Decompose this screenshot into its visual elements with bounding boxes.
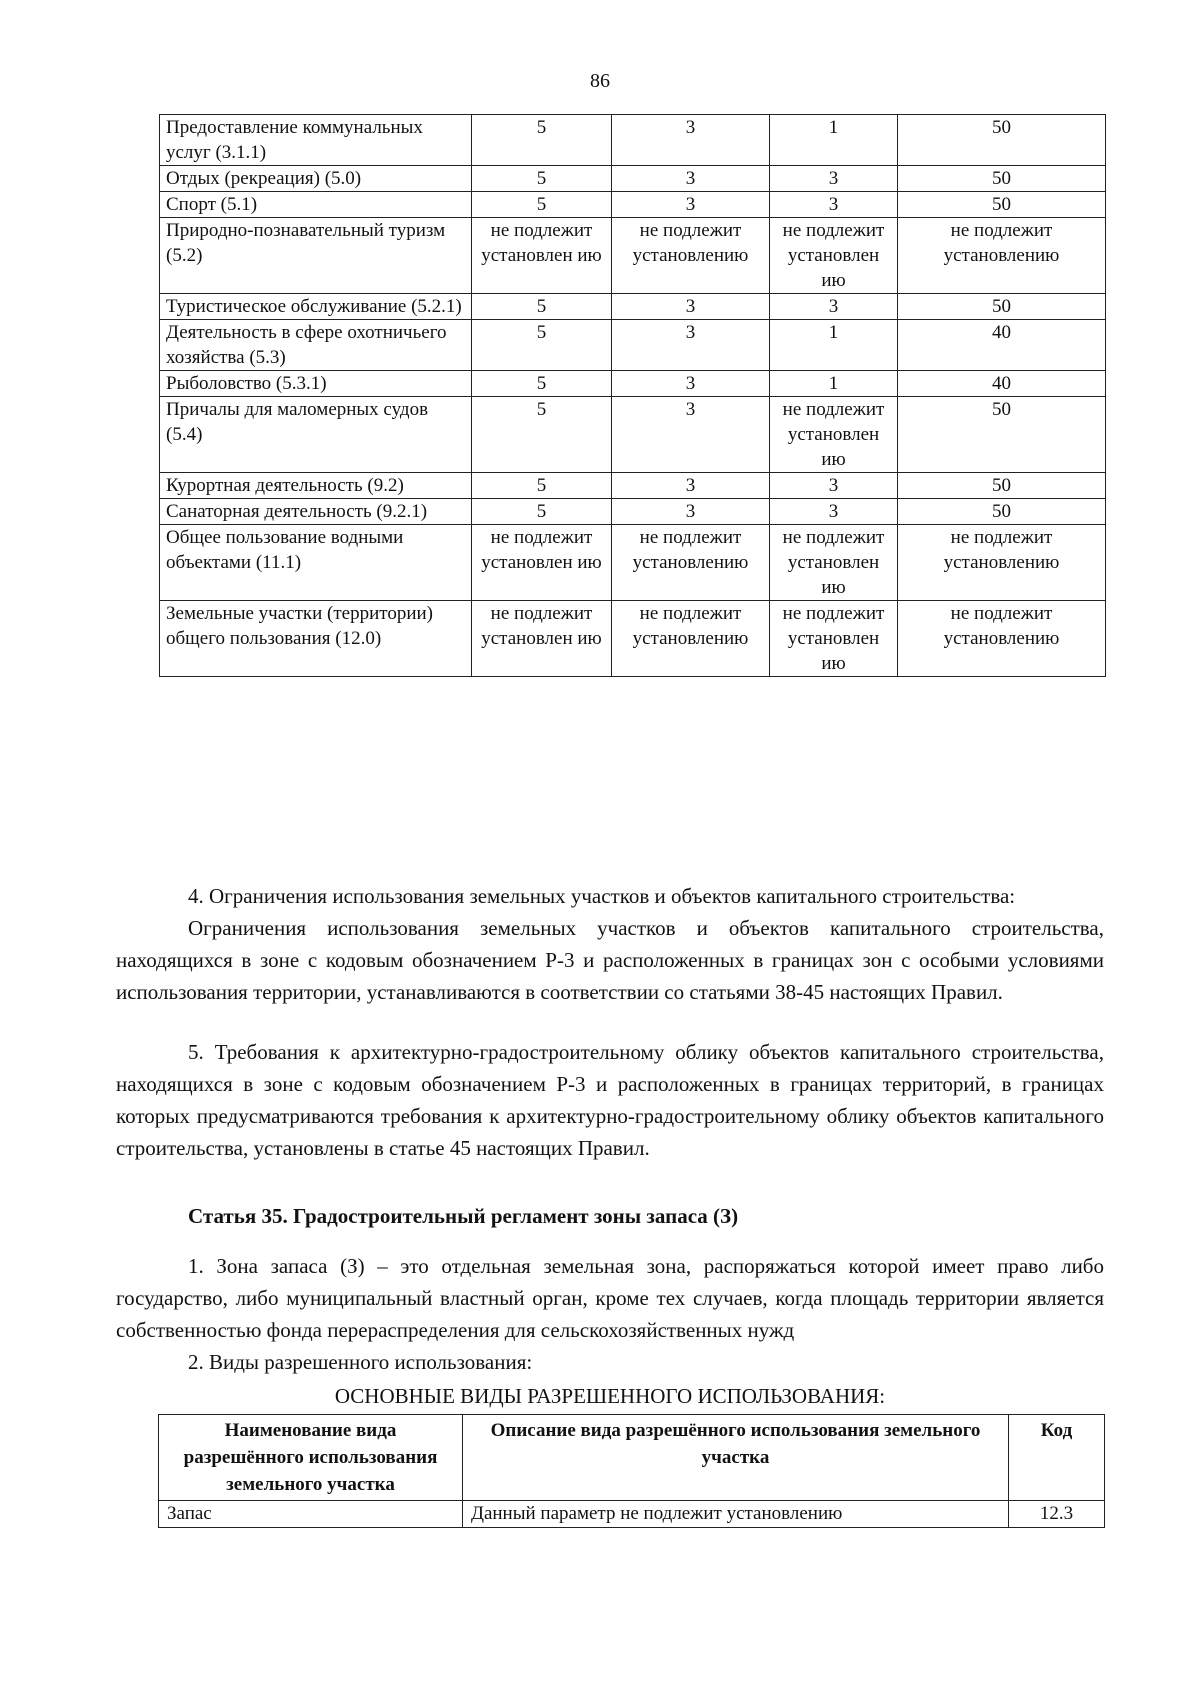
row-description: Данный параметр не подлежит установлению xyxy=(463,1501,1009,1528)
regulations-table-body xyxy=(160,115,1106,677)
table-row xyxy=(160,525,1106,601)
use-name-cell: Природно-познавательный туризм (5.2) xyxy=(160,218,472,294)
table-row xyxy=(159,1501,1105,1528)
article-item-1: 1. Зона запаса (З) – это отдельная земельная зона, распоряжаться которой имеет право либо государство, либо муниципальный властный орган, кроме тех случаев, когда площадь территории является собственностью фонда перераспределения для сельскохозяйственных нужд xyxy=(116,1254,1104,1342)
value-cell-3: не подлежит установлен ию xyxy=(770,601,898,677)
value-cell-3: 3 xyxy=(770,192,898,218)
value-cell-1: 5 xyxy=(472,499,612,525)
row-code: 12.3 xyxy=(1009,1501,1105,1528)
use-name-cell: Санаторная деятельность (9.2.1) xyxy=(160,499,472,525)
section-5-body: 5. Требования к архитектурно-градостроительному облику объектов капитального строительства, находящихся в зоне с кодовым обозначением Р-3 и расположенных в границах территорий, в границах которых предусматриваются требования к архитектурно-градостроительному облику объектов капитального строительства, установлены в статье 45 настоящих Правил. xyxy=(116,1040,1104,1160)
value-cell-4: 50 xyxy=(898,397,1106,473)
table-row xyxy=(160,192,1106,218)
value-cell-2: 3 xyxy=(612,166,770,192)
value-cell-3: 1 xyxy=(770,115,898,166)
table-row xyxy=(160,320,1106,371)
value-cell-1: не подлежит установлен ию xyxy=(472,525,612,601)
value-cell-2: 3 xyxy=(612,115,770,166)
value-cell-3: 3 xyxy=(770,294,898,320)
header-description: Описание вида разрешённого использования земельного участка xyxy=(463,1415,1009,1501)
regulations-table xyxy=(159,114,1106,677)
use-name-cell: Рыболовство (5.3.1) xyxy=(160,371,472,397)
value-cell-3: 3 xyxy=(770,473,898,499)
table-row xyxy=(160,294,1106,320)
table-caption: ОСНОВНЫЕ ВИДЫ РАЗРЕШЕННОГО ИСПОЛЬЗОВАНИЯ: xyxy=(334,1384,886,1408)
value-cell-1: 5 xyxy=(472,397,612,473)
value-cell-4: 50 xyxy=(898,294,1106,320)
table-row xyxy=(160,397,1106,473)
header-code: Код xyxy=(1009,1415,1105,1501)
value-cell-2: не подлежит установлению xyxy=(612,218,770,294)
value-cell-2: 3 xyxy=(612,320,770,371)
value-cell-1: 5 xyxy=(472,294,612,320)
table-row xyxy=(160,601,1106,677)
value-cell-3: 1 xyxy=(770,320,898,371)
value-cell-1: 5 xyxy=(472,371,612,397)
table-row xyxy=(160,115,1106,166)
table-row xyxy=(160,371,1106,397)
value-cell-4: не подлежит установлению xyxy=(898,218,1106,294)
section-4-body: Ограничения использования земельных участков и объектов капитального строительства, находящихся в зоне с кодовым обозначением Р-3 и расположенных в границах зон с особыми условиями использования территории, устанавливаются в соответствии со статьями 38-45 настоящих Правил. xyxy=(116,916,1104,1004)
value-cell-2: 3 xyxy=(612,192,770,218)
header-name: Наименование вида разрешённого использования земельного участка xyxy=(159,1415,463,1501)
value-cell-3: 3 xyxy=(770,499,898,525)
value-cell-4: не подлежит установлению xyxy=(898,525,1106,601)
value-cell-1: не подлежит установлен ию xyxy=(472,218,612,294)
value-cell-1: 5 xyxy=(472,115,612,166)
use-name-cell: Спорт (5.1) xyxy=(160,192,472,218)
page-number: 86 xyxy=(590,70,610,92)
value-cell-4: 50 xyxy=(898,192,1106,218)
value-cell-4: 50 xyxy=(898,115,1106,166)
value-cell-3: 1 xyxy=(770,371,898,397)
use-name-cell: Курортная деятельность (9.2) xyxy=(160,473,472,499)
article-heading: Статья 35. Градостроительный регламент зоны запаса (З) xyxy=(188,1204,739,1228)
table-row xyxy=(160,218,1106,294)
value-cell-3: не подлежит установлен ию xyxy=(770,397,898,473)
use-name-cell: Общее пользование водными объектами (11.1) xyxy=(160,525,472,601)
value-cell-1: не подлежит установлен ию xyxy=(472,601,612,677)
value-cell-2: 3 xyxy=(612,499,770,525)
value-cell-3: не подлежит установлен ию xyxy=(770,218,898,294)
value-cell-2: 3 xyxy=(612,371,770,397)
use-name-cell: Земельные участки (территории) общего пользования (12.0) xyxy=(160,601,472,677)
value-cell-4: 40 xyxy=(898,371,1106,397)
value-cell-4: 50 xyxy=(898,166,1106,192)
use-name-cell: Деятельность в сфере охотничьего хозяйства (5.3) xyxy=(160,320,472,371)
value-cell-2: не подлежит установлению xyxy=(612,601,770,677)
use-name-cell: Отдых (рекреация) (5.0) xyxy=(160,166,472,192)
value-cell-4: 50 xyxy=(898,473,1106,499)
value-cell-4: 40 xyxy=(898,320,1106,371)
use-name-cell: Причалы для маломерных судов (5.4) xyxy=(160,397,472,473)
value-cell-2: 3 xyxy=(612,473,770,499)
permitted-use-table xyxy=(158,1414,1105,1528)
value-cell-3: не подлежит установлен ию xyxy=(770,525,898,601)
value-cell-1: 5 xyxy=(472,473,612,499)
use-name-cell: Туристическое обслуживание (5.2.1) xyxy=(160,294,472,320)
section-4-title: 4. Ограничения использования земельных участков и объектов капитального строительства: xyxy=(188,884,1016,908)
table-row xyxy=(160,473,1106,499)
value-cell-1: 5 xyxy=(472,192,612,218)
use-name-cell: Предоставление коммунальных услуг (3.1.1) xyxy=(160,115,472,166)
table-header-row xyxy=(159,1415,1105,1501)
value-cell-4: не подлежит установлению xyxy=(898,601,1106,677)
value-cell-1: 5 xyxy=(472,320,612,371)
table-row xyxy=(160,499,1106,525)
table-row xyxy=(160,166,1106,192)
value-cell-3: 3 xyxy=(770,166,898,192)
value-cell-2: 3 xyxy=(612,397,770,473)
row-name: Запас xyxy=(159,1501,463,1528)
article-item-2: 2. Виды разрешенного использования: xyxy=(188,1350,533,1374)
value-cell-2: не подлежит установлению xyxy=(612,525,770,601)
value-cell-2: 3 xyxy=(612,294,770,320)
value-cell-4: 50 xyxy=(898,499,1106,525)
value-cell-1: 5 xyxy=(472,166,612,192)
